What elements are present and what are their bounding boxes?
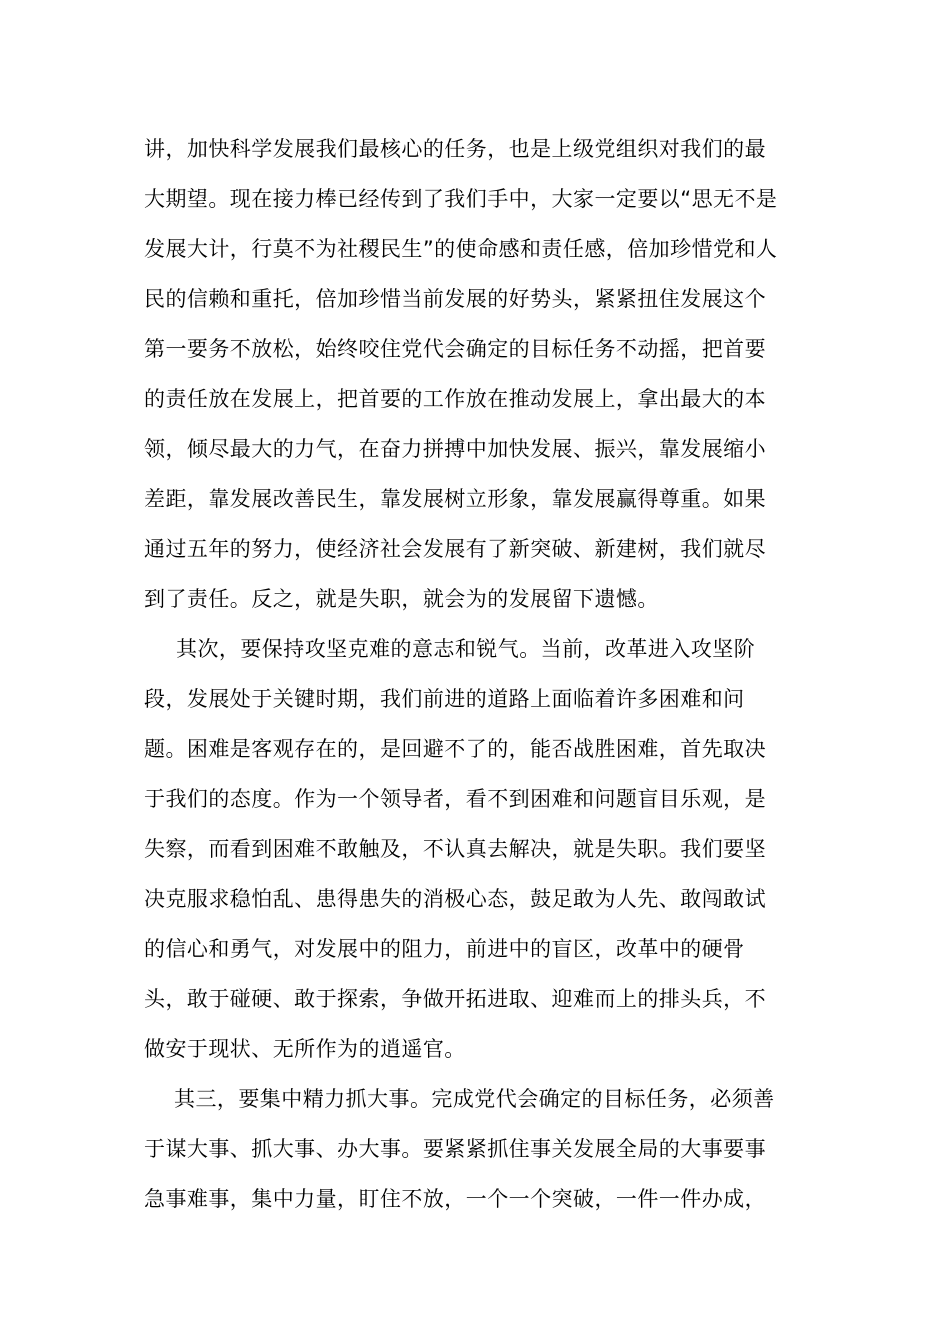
text-line: 大期望。现在接力棒已经传到了我们手中，大家一定要以“思无不是 — [144, 187, 778, 211]
text-line: 决克服求稳怕乱、患得患失的消极心态，鼓足敢为人先、敢闯敢试 — [144, 887, 767, 911]
text-line: 发展大计，行莫不为社稷民生”的使命感和责任感，倍加珍惜党和人 — [144, 237, 778, 261]
text-line: 于谋大事、抓大事、办大事。要紧紧抓住事关发展全局的大事要事 — [144, 1137, 767, 1161]
text-line: 通过五年的努力，使经济社会发展有了新突破、新建树，我们就尽 — [144, 537, 767, 561]
text-line: 于我们的态度。作为一个领导者，看不到困难和问题盲目乐观，是 — [144, 787, 767, 811]
text-line: 段，发展处于关键时期，我们前进的道路上面临着许多困难和问 — [144, 687, 745, 711]
text-line: 失察，而看到困难不敢触及，不认真去解决，就是失职。我们要坚 — [144, 837, 767, 861]
text-line: 第一要务不放松，始终咬住党代会确定的目标任务不动摇，把首要 — [144, 337, 767, 361]
paragraph-first-line: 其次，要保持攻坚克难的意志和锐气。当前，改革进入攻坚阶 — [176, 637, 756, 661]
text-line: 做安于现状、无所作为的逍遥官。 — [144, 1037, 466, 1061]
text-line: 头，敢于碰硬、敢于探索，争做开拓进取、迎难而上的排头兵，不 — [144, 987, 767, 1011]
text-line: 的责任放在发展上，把首要的工作放在推动发展上，拿出最大的本 — [144, 387, 767, 411]
text-line: 的信心和勇气，对发展中的阻力，前进中的盲区，改革中的硬骨 — [144, 937, 745, 961]
text-line: 到了责任。反之，就是失职，就会为的发展留下遗憾。 — [144, 587, 659, 611]
text-line: 急事难事，集中力量，盯住不放，一个一个突破，一件一件办成， — [144, 1187, 767, 1211]
text-line: 差距，靠发展改善民生，靠发展树立形象，靠发展赢得尊重。如果 — [144, 487, 767, 511]
text-line: 领，倾尽最大的力气，在奋力拼搏中加快发展、振兴，靠发展缩小 — [144, 437, 767, 461]
paragraph-first-line: 其三，要集中精力抓大事。完成党代会确定的目标任务，必须善 — [174, 1087, 775, 1111]
text-line: 讲，加快科学发展我们最核心的任务，也是上级党组织对我们的最 — [144, 137, 767, 161]
text-line: 题。困难是客观存在的，是回避不了的，能否战胜困难，首先取决 — [144, 737, 767, 761]
text-line: 民的信赖和重托，倍加珍惜当前发展的好势头，紧紧扭住发展这个 — [144, 287, 767, 311]
